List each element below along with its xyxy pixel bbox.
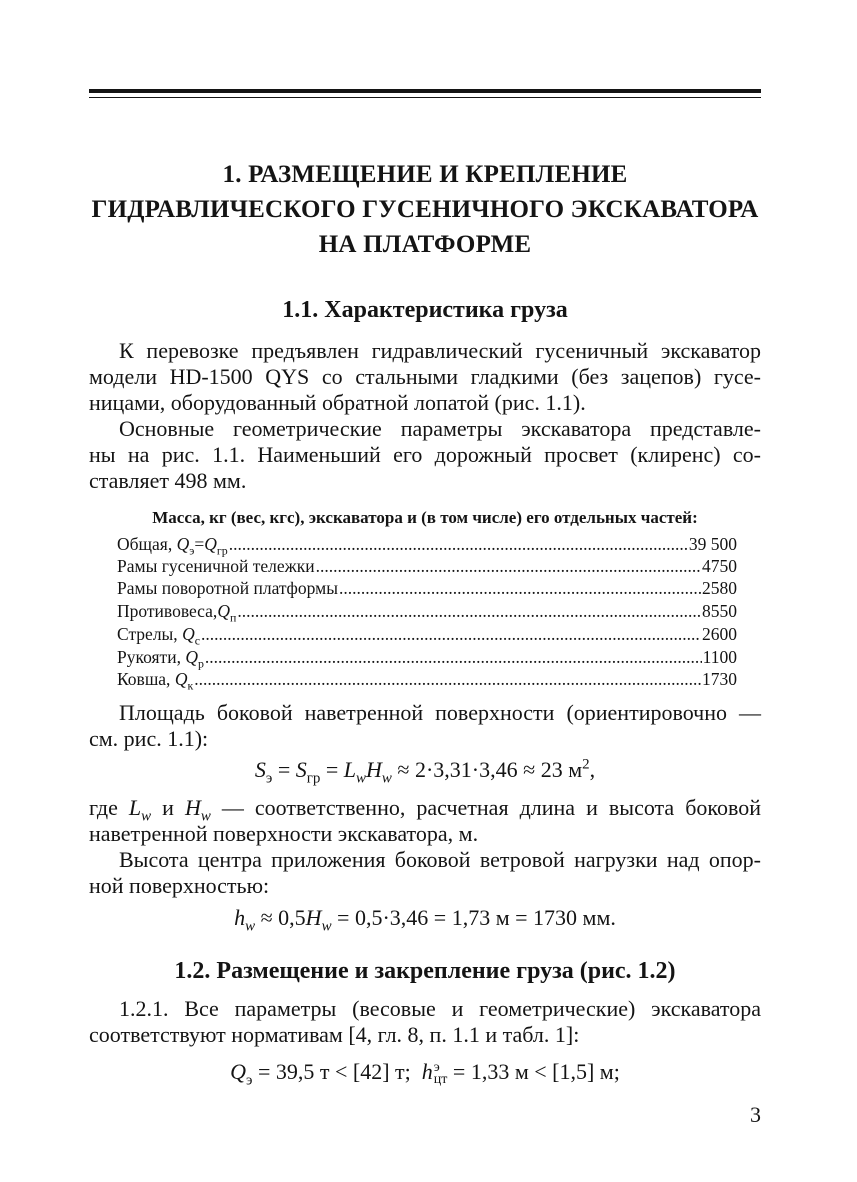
paragraph-line: ставляет 498 мм. [89,468,247,493]
section-title-1-2: 1.2. Размещение и закрепление груза (рис. 1.2) [174,958,676,984]
leader-dots [316,555,701,577]
mass-value: 2580 [702,578,737,598]
paragraph-line: К перевозке предъявлен гидравлический гусеничный экскаватор [119,338,761,363]
paragraph-line: соответствуют нормативам [4, гл. 8, п. 1.1 и табл. 1]: [89,1022,580,1047]
mass-value: 4750 [702,556,737,576]
chapter-title-line-2: ГИДРАВЛИЧЕСКОГО ГУСЕНИЧНОГО ЭКСКАВАТОРА [91,196,759,223]
paragraph-line: ницами, оборудованный обратной лопатой (рис. 1.1). [89,390,586,415]
mass-row-counterweight: $Противовеса,Q_п$ ..... 8550 [117,600,737,622]
equation-norms: $Q_э = 39,5$ т < [42] т; h э цт = 1,33 м < [1,5] м; [230,1059,620,1089]
mass-value: 39 500 [688,534,737,554]
top-rule-thick [89,89,761,93]
mass-row-boom: Стрелы, $Q_с$ ..... 2600 [117,623,737,645]
leader-dots [201,623,701,645]
section-title-1-1: 1.1. Характеристика груза [282,297,568,323]
leader-dots [237,600,701,622]
paragraph-line: Основные геометрические параметры экскаватора представле- [119,416,761,441]
chapter-title-line-3: НА ПЛАТФОРМЕ [318,231,532,258]
mass-value: 1730 [702,669,737,689]
mass-value: 8550 [702,601,737,621]
mass-value: 2600 [702,624,737,644]
paragraph-line: см. рис. 1.1): [89,726,209,751]
leader-dots [205,646,702,668]
leader-dots [194,668,701,690]
paragraph-line: Высота центра приложения боковой ветровой нагрузки над опор- [119,847,761,872]
equation-wind-height: $h_w \approx 0,5H_w = 0,5\cdot 3,46 = 1,73$ м = 1730 мм. [234,905,616,935]
page-number: 3 [750,1102,761,1127]
mass-table-heading: Масса, кг (вес, кгс), экскаватора и (в том числе) его отдельных частей: [152,508,698,527]
chapter-title-line-1: 1. РАЗМЕЩЕНИЕ И КРЕПЛЕНИЕ [222,161,628,188]
leader-dots [229,533,688,555]
paragraph-line: модели HD-1500 QYS со стальными гладкими (без зацепов) гусе- [89,364,761,389]
top-rule-thin [89,97,761,98]
equation-side-area: $S_э = S_{гр} = L_wH_w \approx 2\cdot 3,31\cdot 3,46 \approx 23$ $м^2$, [254,756,596,787]
mass-value: 1100 [702,647,737,667]
paragraph-line: 1.2.1. Все параметры (весовые и геометрические) экскаватора [119,996,761,1021]
paragraph-line: ной поверхностью: [89,873,270,898]
paragraph-line: наветренной поверхности экскаватора, м. [89,821,479,846]
paragraph-line: Площадь боковой наветренной поверхности (ориентировочно — [119,700,761,725]
mass-row-bucket: Ковша, $Q_к$ ..... 1730 [117,668,737,690]
mass-row-total: Общая, $Q_э=Q_{гр}$ ..... 39 500 [117,533,737,555]
mass-row-track-frame: Рамы гусеничной тележки ..... 4750 [117,555,737,577]
leader-dots [339,577,701,599]
mass-row-stick: Рукояти, $Q_р$ ..... 1100 [117,646,737,668]
paragraph-line-where: где $L_w$ и $H_w$ — соответственно, расчетная длина и высота боковой [89,795,761,825]
mass-row-platform-frame: Рамы поворотной платформы ..... 2580 [117,577,737,599]
paragraph-line: ны на рис. 1.1. Наименьший его дорожный просвет (клиренс) со- [89,442,761,467]
